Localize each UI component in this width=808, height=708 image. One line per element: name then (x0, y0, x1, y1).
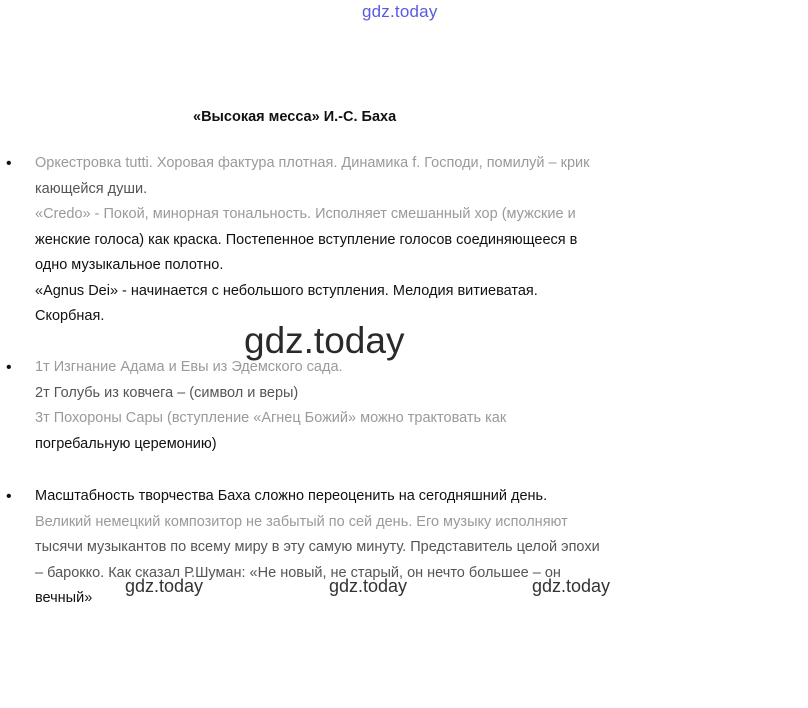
text-line: погребальную церемонию) (35, 435, 217, 452)
text-line: Оркестровка tutti. Хоровая фактура плотная. Динамика f. Господи, помилуй – крик (35, 155, 590, 171)
text-line: 2т Голубь из ковчега – (символ и веры) (35, 384, 299, 401)
text-line: тысячи музыкантов по всему миру в эту самую минуту. Представитель целой эпохи (35, 539, 600, 555)
text-line: – барокко. Как сказал Р.Шуман: «Не новый, не старый, он нечто большее – он (35, 564, 561, 581)
page-title: «Высокая месса» И.-С. Баха (193, 109, 397, 125)
watermark-top: gdz.today (362, 2, 438, 21)
text-line: 1т Изгнание Адама и Евы из Эдемского сада. (35, 359, 343, 375)
text-line: «Agnus Dei» - начинается с небольшого вступления. Мелодия витиеватая. (35, 282, 538, 299)
watermark-bottom-right: gdz.today (532, 576, 611, 596)
bullet-icon: • (6, 155, 12, 172)
bullet-icon: • (6, 488, 12, 505)
text-line: «Credo» - Покой, минорная тональность. Исполняет смешанный хор (мужские и (35, 206, 576, 222)
watermark-bottom-center: gdz.today (329, 576, 408, 596)
text-line: Масштабность творчества Баха сложно переоценить на сегодняшний день. (35, 488, 548, 504)
text-line: вечный» (35, 590, 93, 606)
text-line: женские голоса) как краска. Постепенное вступление голосов соединяющееся в (35, 231, 578, 248)
list-item-bullet-1 (6, 151, 695, 330)
text-line: Скорбная. (35, 308, 105, 324)
text-line: 3т Похороны Сары (вступление «Агнец Божий» можно трактовать как (35, 410, 507, 426)
watermark-center: gdz.today (244, 320, 405, 361)
text-line: Великий немецкий композитор не забытый по сей день. Его музыку исполняют (35, 513, 568, 530)
watermark-bottom-left: gdz.today (125, 576, 204, 596)
text-line: кающейся души. (35, 180, 148, 197)
bullet-icon: • (6, 359, 12, 376)
text-line: одно музыкальное полотно. (35, 257, 224, 273)
list-item-bullet-2 (6, 355, 695, 457)
